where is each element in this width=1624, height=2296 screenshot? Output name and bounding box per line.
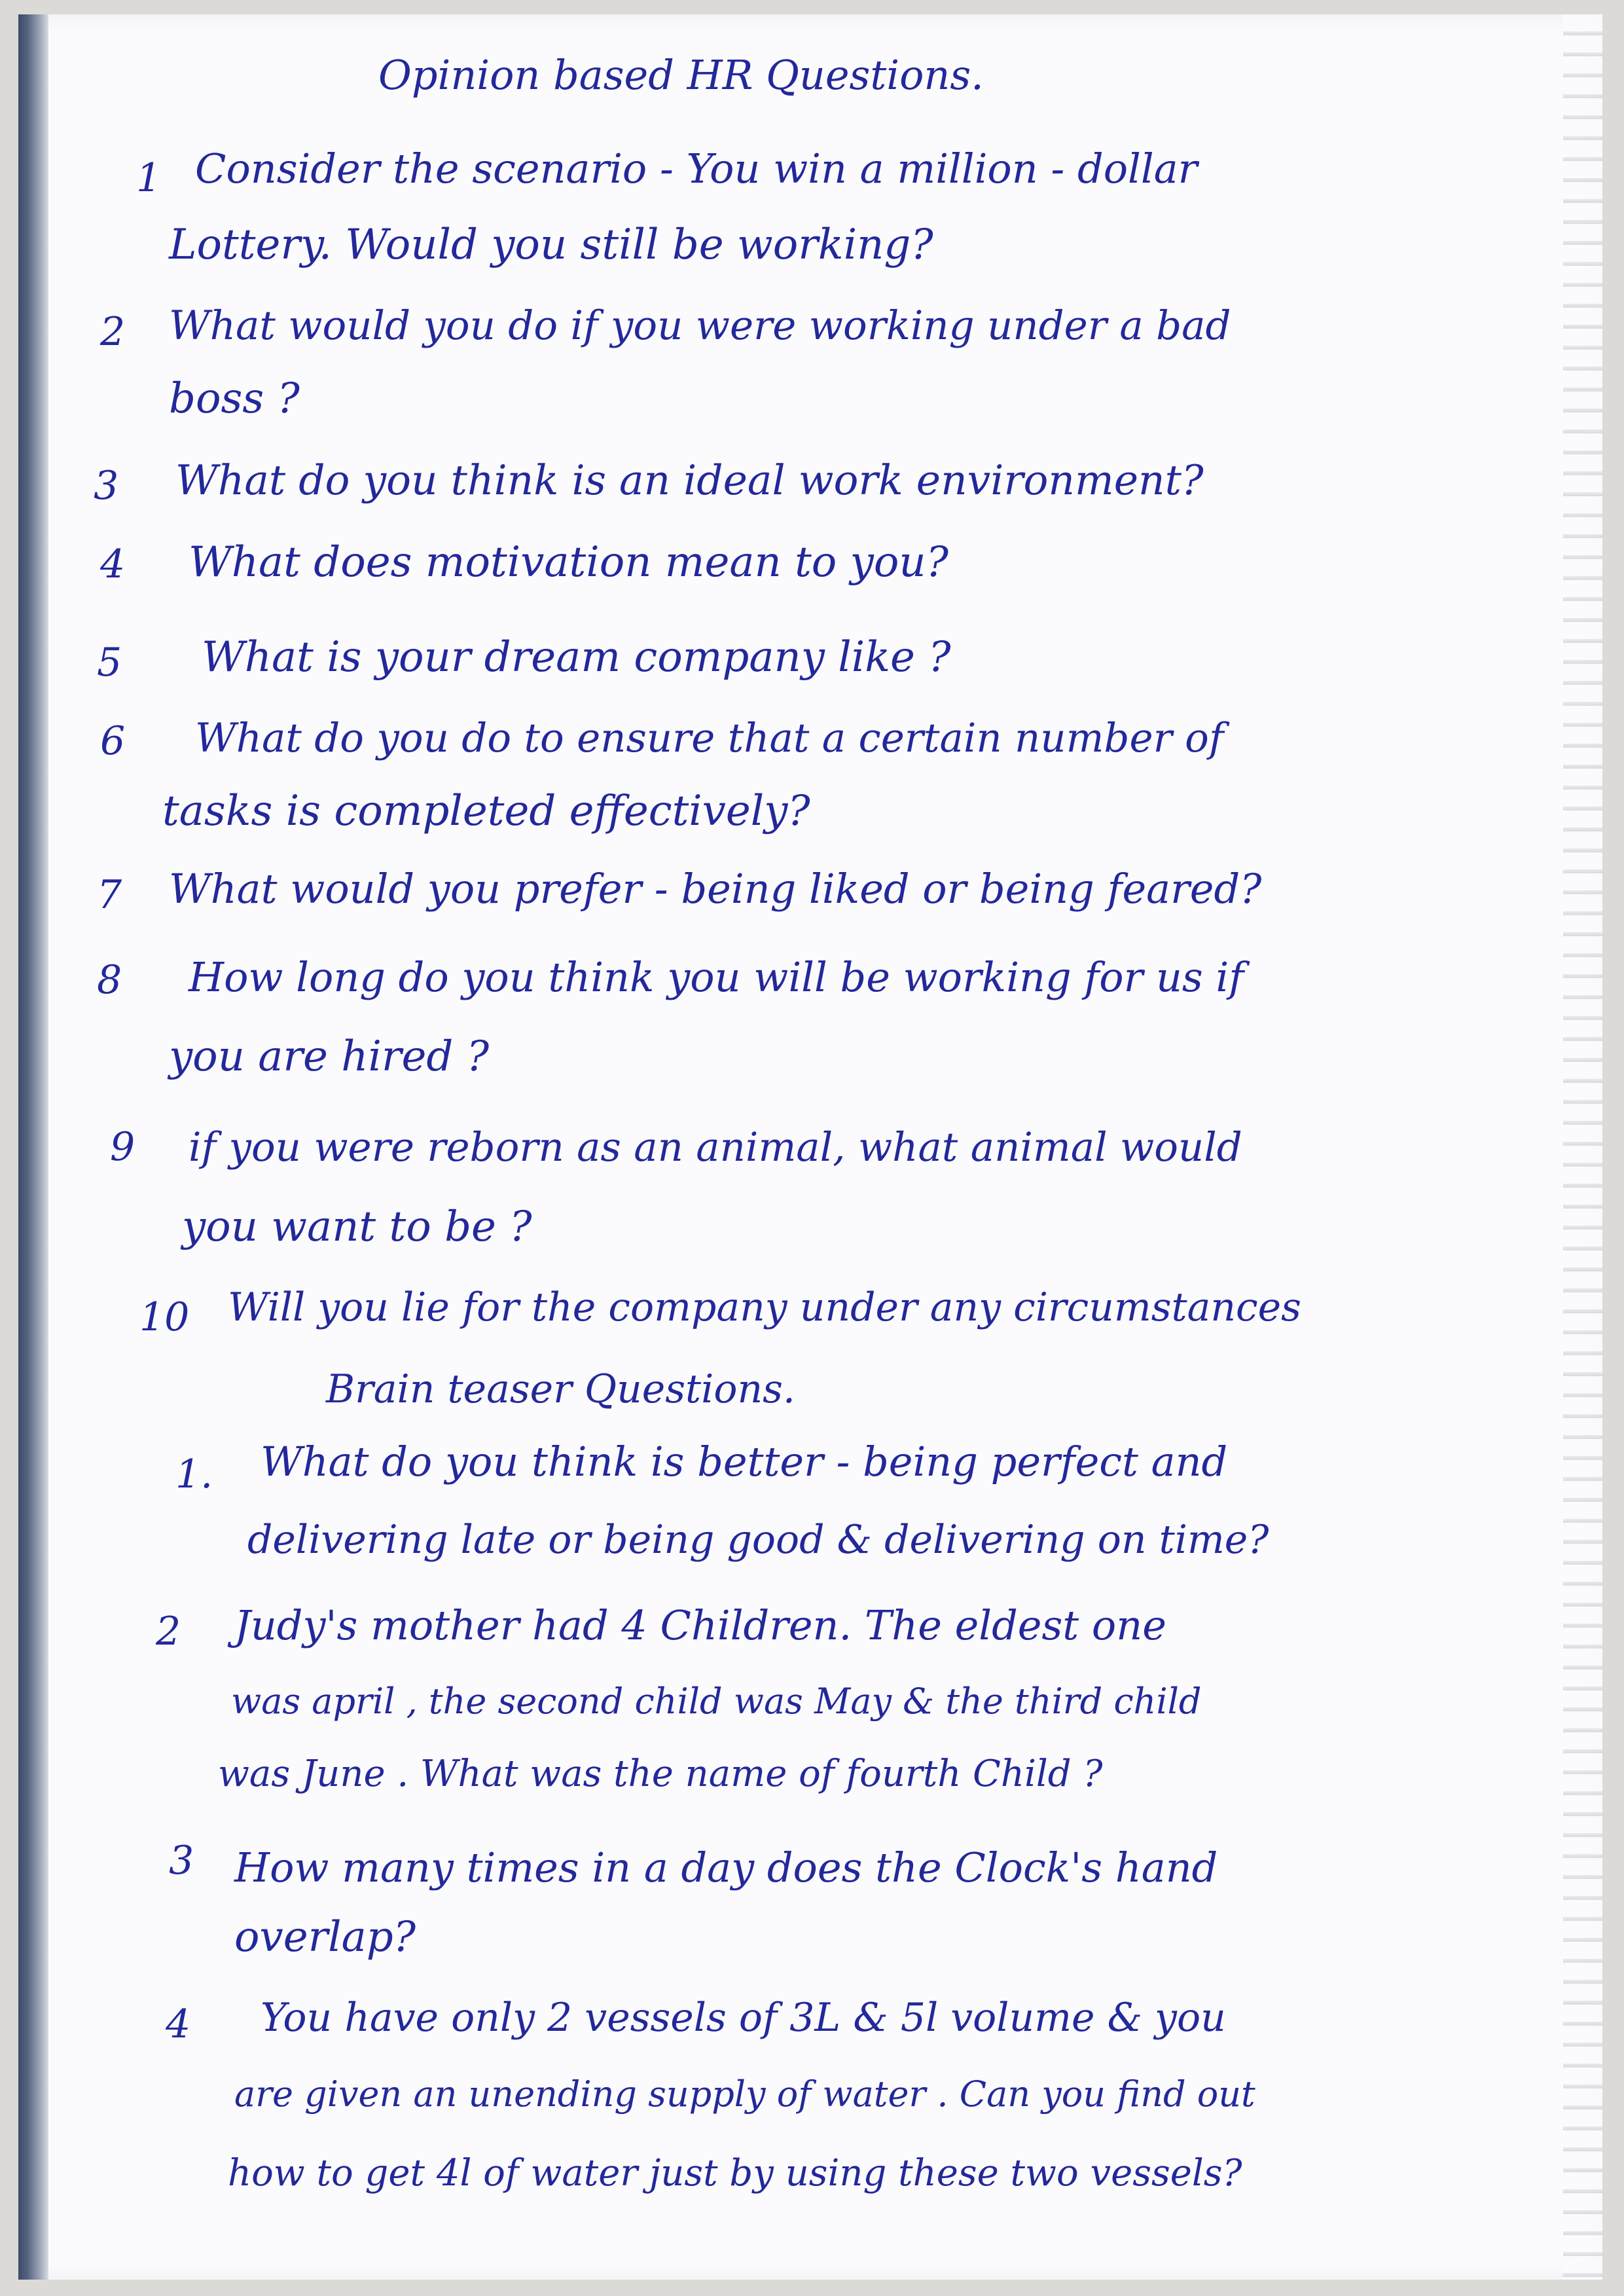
opinion-q8-line2: you are hired ? (169, 1032, 489, 1081)
opinion-q2-line2: boss ? (169, 374, 300, 423)
brain-q4-line3: how to get 4l of water just by using these two vessels? (228, 2152, 1242, 2195)
opinion-q2-number: 2 (100, 309, 126, 355)
opinion-q7-number: 7 (97, 872, 122, 918)
opinion-q3-line1: What do you think is an ideal work environment? (175, 456, 1204, 504)
brain-q3-line2: overlap? (234, 1913, 416, 1961)
opinion-q9-line2: you want to be ? (182, 1203, 532, 1251)
brain-section-title: Brain teaser Questions. (326, 1366, 795, 1412)
spiral-edge (1563, 14, 1602, 2280)
opinion-q2-line1: What would you do if you were working under a bad (169, 302, 1231, 349)
brain-q4-line1: You have only 2 vessels of 3L & 5l volume & you (261, 1995, 1226, 2041)
opinion-q1-number: 1 (136, 155, 162, 201)
opinion-q9-number: 9 (110, 1124, 135, 1170)
brain-q2-line3: was June . What was the name of fourth Child ? (218, 1753, 1103, 1795)
opinion-q6-number: 6 (100, 718, 126, 764)
opinion-q3-number: 3 (94, 463, 119, 509)
brain-q3-line1: How many times in a day does the Clock's hand (234, 1844, 1218, 1891)
opinion-q10-line1: Will you lie for the company under any circumstances (228, 1285, 1301, 1330)
opinion-q4-line1: What does motivation mean to you? (189, 538, 948, 587)
brain-q1-line1: What do you think is better - being perfect and (261, 1438, 1228, 1485)
brain-q4-number: 4 (166, 2001, 191, 2047)
opinion-q1-line2: Lottery. Would you still be working? (169, 221, 933, 269)
brain-q2-line2: was april , the second child was May & the third child (231, 1681, 1202, 1722)
opinion-q4-number: 4 (100, 541, 126, 587)
opinion-q5-line1: What is your dream company like ? (202, 633, 951, 682)
opinion-q8-line1: How long do you think you will be working for us if (189, 953, 1244, 1001)
brain-q1-number: 1. (175, 1451, 213, 1497)
opinion-section-title: Opinion based HR Questions. (378, 51, 984, 99)
opinion-q5-number: 5 (97, 640, 122, 685)
opinion-q10-number: 10 (139, 1294, 190, 1340)
notebook-binding (18, 14, 48, 2280)
notebook-page (18, 14, 1602, 2280)
brain-q3-number: 3 (169, 1838, 194, 1884)
brain-q1-line2: delivering late or being good & delivering on time? (247, 1517, 1269, 1563)
brain-q2-line1: Judy's mother had 4 Children. The eldest one (234, 1601, 1166, 1649)
opinion-q8-number: 8 (97, 957, 122, 1003)
opinion-q7-line1: What would you prefer - being liked or being feared? (169, 865, 1262, 913)
opinion-q6-line1: What do you do to ensure that a certain number of (195, 715, 1224, 761)
brain-q4-line2: are given an unending supply of water . Can you find out (234, 2073, 1255, 2115)
opinion-q9-line1: if you were reborn as an animal, what animal would (189, 1124, 1242, 1171)
opinion-q6-line2: tasks is completed effectively? (162, 787, 810, 835)
opinion-q1-line1: Consider the scenario - You win a million - dollar (195, 145, 1198, 192)
brain-q2-number: 2 (156, 1609, 181, 1654)
